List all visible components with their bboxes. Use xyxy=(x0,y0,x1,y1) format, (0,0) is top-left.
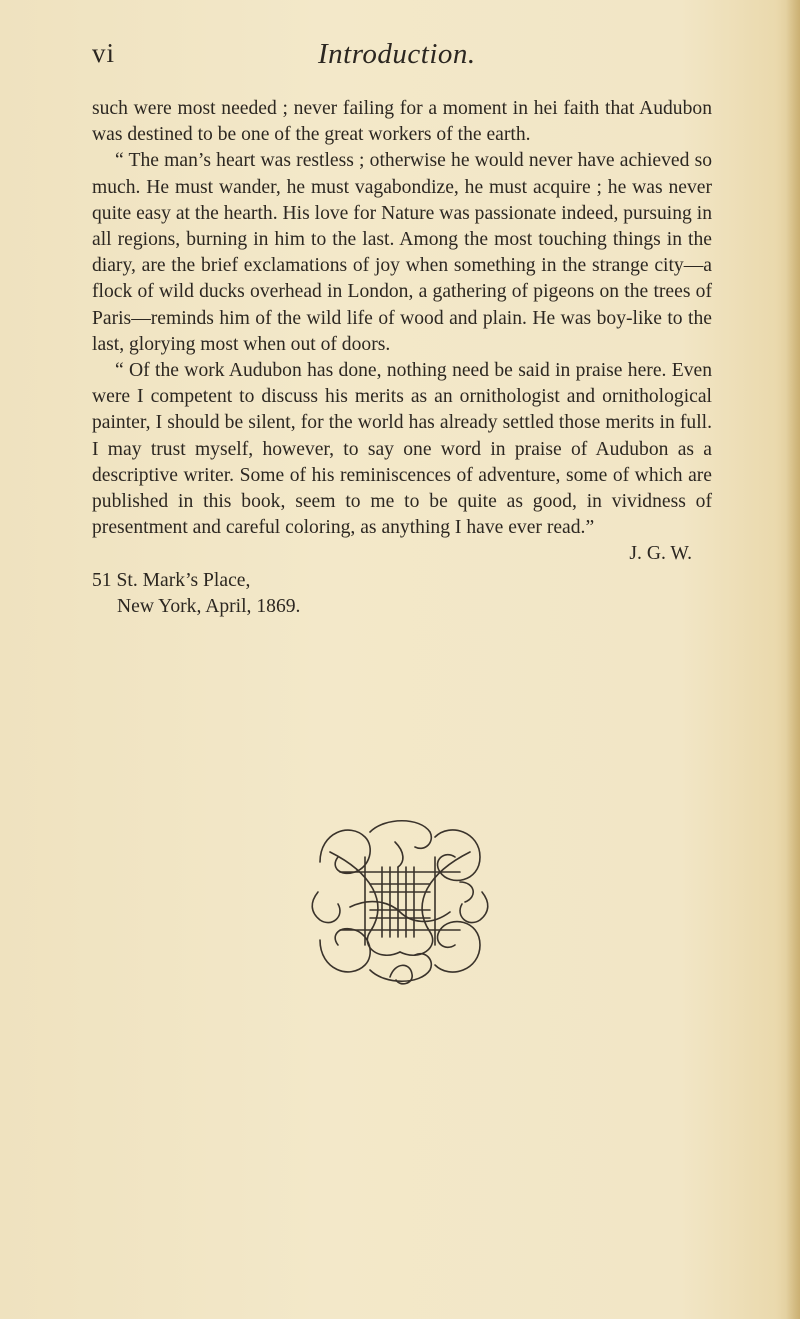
page-number: vi xyxy=(92,38,116,68)
page-header xyxy=(92,38,712,78)
address-line-1: 51 St. Mark’s Place, xyxy=(92,569,251,591)
address-line-2: New York, April, 1869. xyxy=(117,595,301,617)
signature: J. G. W. xyxy=(629,543,692,565)
paragraph-2: “ The man’s heart was restless ; otherwise he would never have achieved so much. He must wander, he must vagabondize, he must acquire ; he was never quite easy at the hearth. His love for Nature was passionate indeed, pursuing in all regions, burning in him to the last. Among the most touching things in the diary, are the brief exclamations of joy when something in the strange city—a flock of wild ducks overhead in London, a gathering of pigeons on the trees of Paris—reminds him of the wild life of wood and plain. He was boy-like to the last, glorying most when out of doors. xyxy=(92,150,712,355)
body-text xyxy=(92,96,712,620)
running-title: Introduction. xyxy=(318,38,476,70)
page-edge-shadow xyxy=(786,0,800,1319)
tailpiece-knot-ornament-icon xyxy=(310,812,490,990)
paragraph-3: “ Of the work Audubon has done, nothing need be said in praise here. Even were I competent to discuss his merits as an ornithologist and ornithological painter, I should be silent, for the world has already settled those merits in full. I may trust myself, however, to say one word in praise of Audubon as a descriptive writer. Some of his reminiscences of adventure, some of which are published in this book, seem to me to be quite as good, in vividness of presentment and careful coloring, as anything I have ever read.” xyxy=(92,360,712,539)
paragraph-1: such were most needed ; never failing for a moment in hei faith that Audubon was destined to be one of the great workers of the earth. xyxy=(92,98,712,146)
